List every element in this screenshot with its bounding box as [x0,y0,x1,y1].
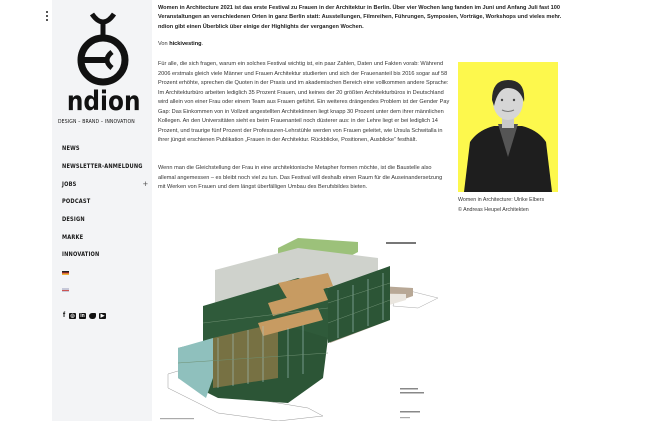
portrait-image [458,62,558,192]
building-model-image [158,228,440,421]
youtube-icon[interactable]: ▶ [100,313,105,319]
linkedin-icon[interactable]: in [80,313,85,319]
byline [158,41,203,47]
nav-label: DESIGN [62,216,85,224]
logo-tagline: DESIGN – BRAND – INNOVATION [58,119,135,125]
caption-credit: © Andreas Heupel Architekten [458,206,529,213]
nav-label: NEWS [62,145,80,153]
kebab-menu-icon[interactable] [46,11,50,21]
flag-en-icon [62,288,69,292]
nav-item-lang-en[interactable] [62,282,148,300]
flag-de-icon [62,271,69,275]
nav-item-lang-de[interactable] [62,264,148,282]
main-nav [62,140,148,299]
byline-prefix: Von [158,41,170,47]
sidebar [52,0,152,421]
nav-label: JOBS [62,180,77,188]
nav-label: PODCAST [62,198,91,206]
expand-plus-icon[interactable]: + [142,178,148,189]
logo-wordmark[interactable]: ndion [66,86,141,117]
social-links [62,313,106,319]
article-intro: Women in Architecture 2021 ist das erste Festival zu Frauen in der Architektur in Berlin. Über vier Wochen lang fanden im Juni und Anfang Juli fast 100 Veranstaltungen an verschiedenen Orten in ganz Berlin statt: Ausstellungen, Filmreihen, Führungen, Symposien, Vorträge, Workshops und vieles mehr. ndion gibt einen Überblick über einige der Highlights der vergangen Wochen. [158,5,562,30]
article-paragraph-2: Wenn man die Gleichstellung der Frau in eine architektonische Metapher formen möchte, ist die Baustelle also allemal angemessen – es bleibt noch viel zu tun. Das Festival will deshalb einen Raum für die Auseinandersetzung mit Werken von Frauen und dem längst überfälligen Umbau des Berufsbildes bieten. [158,165,443,190]
nav-item-innovation[interactable] [62,246,148,264]
caption-title: Women in Architecture: Ulrike Elbers [458,197,545,203]
instagram-icon[interactable]: ◎ [70,313,75,319]
nav-item-marke[interactable] [62,228,148,246]
nav-label: MARKE [62,233,84,241]
facebook-icon[interactable]: f [62,312,66,319]
byline-suffix: . [201,41,204,47]
woman-portrait-icon [458,62,558,192]
nav-item-newsletter[interactable] [62,158,148,176]
nav-item-jobs[interactable] [62,175,148,193]
nav-item-podcast[interactable] [62,193,148,211]
twitter-icon[interactable] [89,313,96,319]
nav-item-design[interactable] [62,211,148,229]
article-paragraph-1: Für alle, die sich fragen, warum ein solches Festival wichtig ist, ein paar Zahlen, Daten und Fakten vorab: Während 2006 erstmals gleich viele Männer und Frauen Architektur studierten und sich der Frauenanteil bis 2016 sogar auf 58 Prozent erhöhte, sprechen die Quoten in der Praxis und im akademischen Bereich eine vollkommen andere Sprache: Im Architekturbüro arbeiten lediglich 35 Prozent Frauen, und keines der 20 größten Architekturbüros in Deutschland wird allein von einer Frau oder einem Team aus Frauen geführt. Ein weiteres drängendes Problem ist der Gender Pay Gap: Das Einkommen von in Vollzeit angestellten Architektinnen liegt knapp 30 Prozent unter dem ihrer männlichen Kollegen. An den Universitäten sieht es beim Frauenanteil noch düsterer aus: in der Lehre liegt er bei lediglich 14 Prozent, und traurige fünf Prozent der Professuren-Lehrstühle werden von Frauen geleitet, wie Ursula Schwitalla in ihrer jüngst erschienen Publikation „Frauen in der Architektur. Rückblicke, Positionen, Ausblicke“ festhält. [158,61,450,143]
author-link[interactable]: hickivesting [169,41,202,47]
portrait-caption [458,196,568,215]
nav-label: INNOVATION [62,251,100,259]
nav-label: NEWSLETTER-ANMELDUNG [62,163,143,171]
nav-item-news[interactable] [62,140,148,158]
